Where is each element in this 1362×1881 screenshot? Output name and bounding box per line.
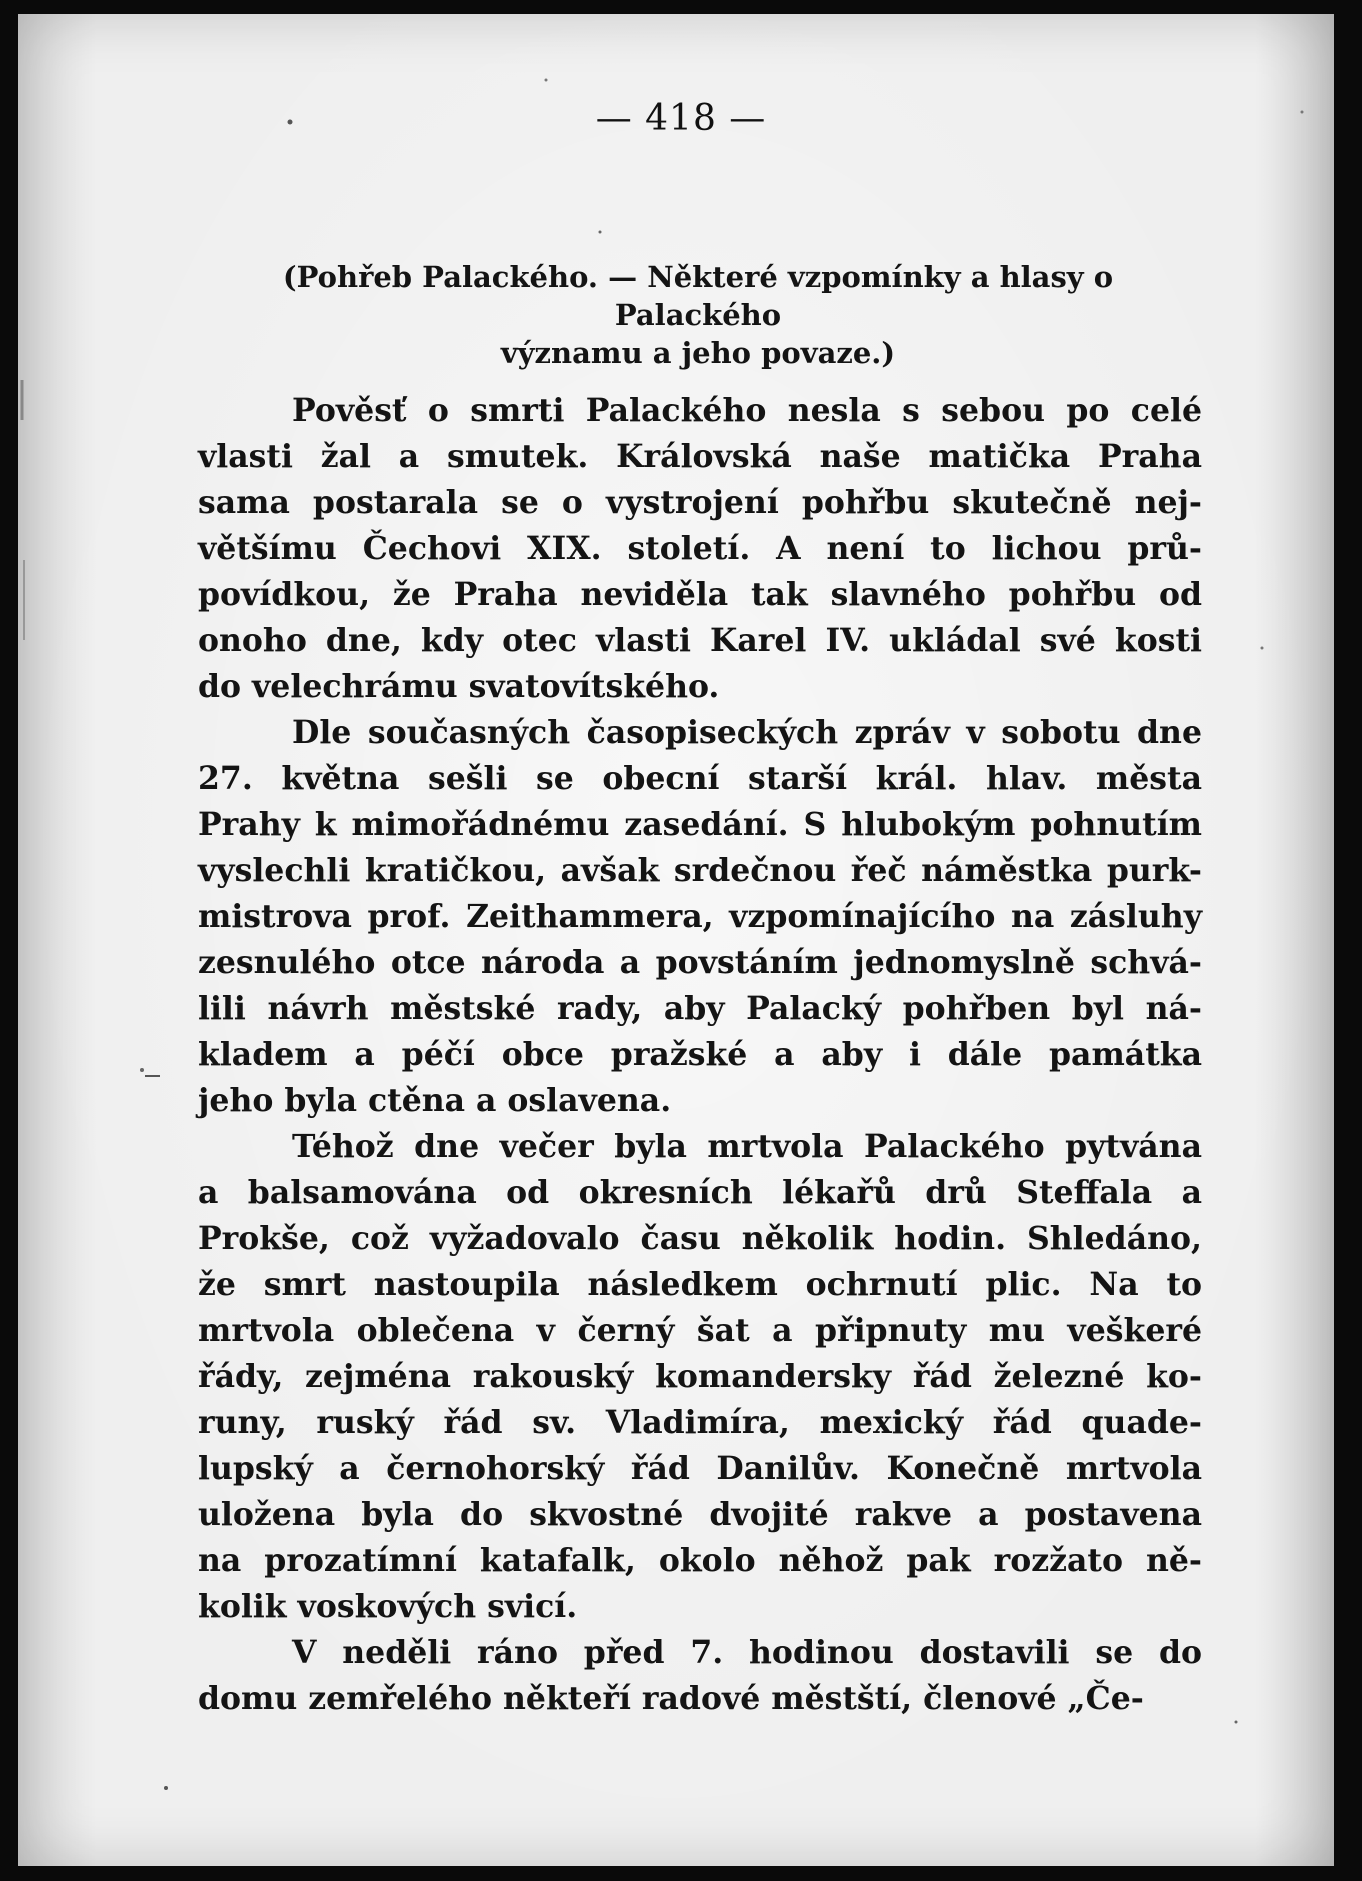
text-line: runy, ruský řád sv. Vladimíra, mexický řád quade-: [198, 1404, 1202, 1441]
text-line: 27. května sešli se obecní starší král. hlav. města: [198, 760, 1202, 797]
text-line: kolik voskových svicí.: [198, 1588, 578, 1625]
text-line: zesnulého otce národa a povstáním jednomyslně schvá-: [198, 944, 1202, 981]
text-line: Dle současných časopiseckých zpráv v sobotu dne: [292, 714, 1202, 751]
chapter-summary-line: (Pohřeb Palackého. — Některé vzpomínky a hlasy o Palackého: [282, 260, 1114, 332]
chapter-summary: [198, 258, 1198, 372]
text-line: V neděli ráno před 7. hodinou dostavili se do: [292, 1634, 1202, 1671]
text-line: onoho dne, kdy otec vlasti Karel IV. ukládal své kosti: [198, 622, 1202, 659]
chapter-summary-line: významu a jeho povaze.): [500, 336, 896, 370]
paragraph: [198, 1124, 1202, 1630]
text-line: lili návrh městské rady, aby Palacký pohřben byl ná-: [198, 990, 1202, 1027]
text-line: lupský a černohorský řád Danilův. Konečně mrtvola: [198, 1450, 1202, 1487]
text-line: a balsamována od okresních lékařů drů Steffala a: [198, 1174, 1202, 1211]
text-line: kladem a péčí obce pražské a aby i dále památka: [198, 1036, 1202, 1073]
text-line: Téhož dne večer byla mrtvola Palackého pytvána: [292, 1128, 1202, 1165]
text-line: sama postarala se o vystrojení pohřbu skutečně nej-: [198, 484, 1202, 521]
page-number: — 418 —: [595, 98, 767, 139]
text-line: řády, zejména rakouský komandersky řád železné ko-: [198, 1358, 1202, 1395]
text-line: Prahy k mimořádnému zasedání. S hlubokým pohnutím: [198, 806, 1202, 843]
text-line: Prokše, což vyžadovalo času několik hodin. Shledáno,: [198, 1220, 1202, 1257]
text-line: uložena byla do skvostné dvojité rakve a postavena: [198, 1496, 1202, 1533]
text-line: povídkou, že Praha neviděla tak slavného pohřbu od: [198, 576, 1202, 613]
text-line: mrtvola oblečena v černý šat a připnuty mu veškeré: [198, 1312, 1202, 1349]
text-line: na prozatímní katafalk, okolo něhož pak rozžato ně-: [198, 1542, 1202, 1579]
paragraph: [198, 388, 1202, 710]
text-line: do velechrámu svatovítského.: [198, 668, 720, 705]
paragraph: [198, 1630, 1202, 1722]
text-line: mistrova prof. Zeithammera, vzpomínajícího na zásluhy: [198, 898, 1202, 935]
text-line: jeho byla ctěna a oslavena.: [198, 1082, 672, 1119]
text-line: domu zemřelého někteří radové městští, členové „Če-: [198, 1680, 1144, 1717]
text-line: že smrt nastoupila následkem ochrnutí plic. Na to: [198, 1266, 1202, 1303]
text-line: většímu Čechovi XIX. století. A není to lichou prů-: [198, 530, 1202, 567]
text-line: vlasti žal a smutek. Královská naše matička Praha: [198, 438, 1202, 475]
paragraph: [198, 710, 1202, 1124]
body-text: [198, 388, 1202, 1722]
text-line: vyslechli kratičkou, avšak srdečnou řeč náměstka purk-: [198, 852, 1202, 889]
text-line: Pověsť o smrti Palackého nesla s sebou po celé: [292, 392, 1202, 429]
